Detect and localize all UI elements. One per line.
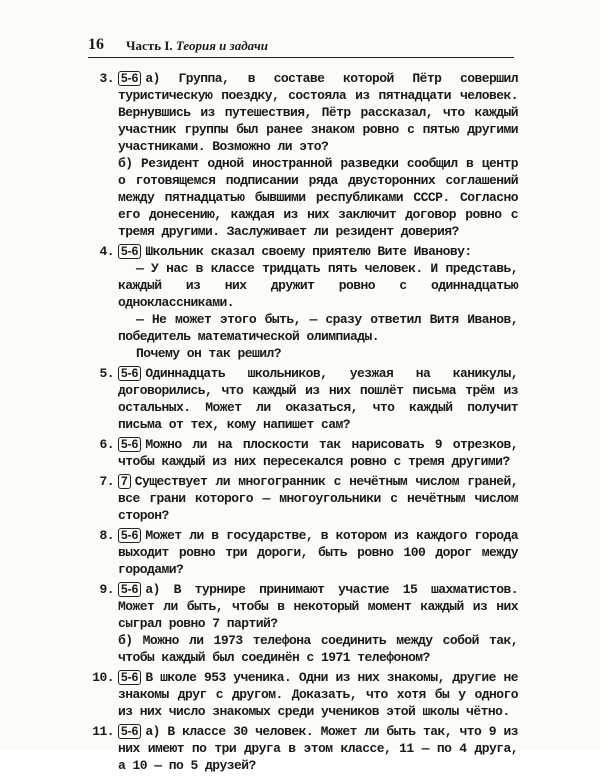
problem-text: Можно ли на плоскости так нарисовать 9 отрезков, чтобы каждый из них пересекался ровно с тремя другими? — [118, 437, 518, 469]
problem-number: 4. — [99, 244, 114, 259]
problem-11 — [88, 723, 518, 774]
dialogue-line: — Не может этого быть, — сразу ответил Витя Иванов, победитель математической олимпиады. — [118, 312, 518, 344]
problem-number: 7. — [99, 474, 114, 489]
problem-paragraph — [118, 70, 518, 155]
problem-text: а) В классе 30 человек. Может ли быть так, что 9 из них имеют по три друга в этом классе, 11 — по 4 друга, а 10 — по 5 друзей? — [118, 724, 518, 773]
grade-badge: 5-6 — [118, 71, 141, 86]
problem-9 — [88, 581, 518, 666]
problem-paragraph — [118, 669, 518, 720]
problem-paragraph: б) Резидент одной иностранной разведки сообщил в центр о готовящемся подписании ряда двусторонних соглашений между пятнадцатью бывшими республиками СССР. Согласно его донесению, каждая из них заключит договор ровно с тремя другими. Заслуживает ли резидент доверия? — [118, 156, 518, 239]
problem-number: 3. — [99, 71, 114, 86]
problem-number: 9. — [99, 582, 114, 597]
problem-paragraph — [118, 581, 518, 632]
problem-number: 6. — [99, 437, 114, 452]
problem-question: Почему он так решил? — [136, 346, 282, 361]
grade-badge: 5-6 — [118, 582, 141, 597]
page-number: 16 — [88, 36, 104, 53]
problem-text: В школе 953 ученика. Одни из них знакомы, другие не знакомы друг с другом. Доказать, что хотя бы у одного из них число знакомых среди учеников этой школы чётно. — [118, 670, 518, 719]
problem-text: Может ли в государстве, в котором из каждого города выходит ровно три дороги, быть ровно 100 дорог между городами? — [118, 528, 518, 577]
problem-10 — [88, 669, 518, 720]
part-title-text: Теория и задачи — [175, 38, 269, 53]
problem-paragraph — [118, 365, 518, 433]
grade-badge: 5-6 — [118, 528, 141, 543]
problem-3 — [88, 70, 518, 240]
problem-number: 5. — [99, 366, 114, 381]
problem-text: а) В турнире принимают участие 15 шахматистов. Может ли быть, чтобы в некоторый момент каждый из них сыграл ровно 7 партий? — [118, 582, 518, 631]
grade-badge: 5-6 — [118, 670, 141, 685]
problem-number: 8. — [99, 528, 114, 543]
problems-list — [88, 70, 518, 777]
problem-4 — [88, 243, 518, 362]
grade-badge: 5-6 — [118, 244, 141, 259]
problem-paragraph — [118, 436, 518, 470]
problem-paragraph: б) Можно ли 1973 телефона соединить между собой так, чтобы каждый был соединён с 1971 телефоном? — [118, 633, 518, 665]
problem-paragraph — [118, 473, 518, 524]
problem-5 — [88, 365, 518, 433]
problem-text: Школьник сказал своему приятелю Вите Иванову: — [145, 244, 472, 259]
grade-badge: 7 — [118, 474, 131, 489]
part-title — [126, 38, 268, 54]
problem-number: 11. — [92, 724, 114, 739]
grade-badge: 5-6 — [118, 724, 141, 739]
problem-text: а) Группа, в составе которой Пётр совершил туристическую поездку, состояла из пятнадцати человек. Вернувшись из путешествия, Пётр рассказал, что каждый участник группы был ранее знаком ровно с пятью другими участниками. Возможно ли это? — [118, 71, 518, 154]
problem-paragraph — [118, 723, 518, 774]
grade-badge: 5-6 — [118, 437, 141, 452]
problem-text: Существует ли многогранник с нечётным числом граней, все грани которого — многоугольники с нечётным числом сторон? — [118, 474, 518, 523]
problem-paragraph — [118, 527, 518, 578]
dialogue-line: — У нас в классе тридцать пять человек. И представь, каждый из них дружит ровно с одиннадцатью одноклассниками. — [118, 261, 518, 310]
problem-paragraph — [118, 243, 518, 260]
problem-text: Одиннадцать школьников, уезжая на каникулы, договорились, что каждый из них пошлёт письма трём из остальных. Может ли оказаться, что каждый получит письма от тех, кому напишет сам? — [118, 366, 518, 432]
problem-8 — [88, 527, 518, 578]
grade-badge: 5-6 — [118, 366, 141, 381]
problem-number: 10. — [92, 670, 114, 685]
problem-7 — [88, 473, 518, 524]
page-header — [88, 35, 514, 58]
part-label: Часть I. — [126, 38, 173, 53]
problem-6 — [88, 436, 518, 470]
